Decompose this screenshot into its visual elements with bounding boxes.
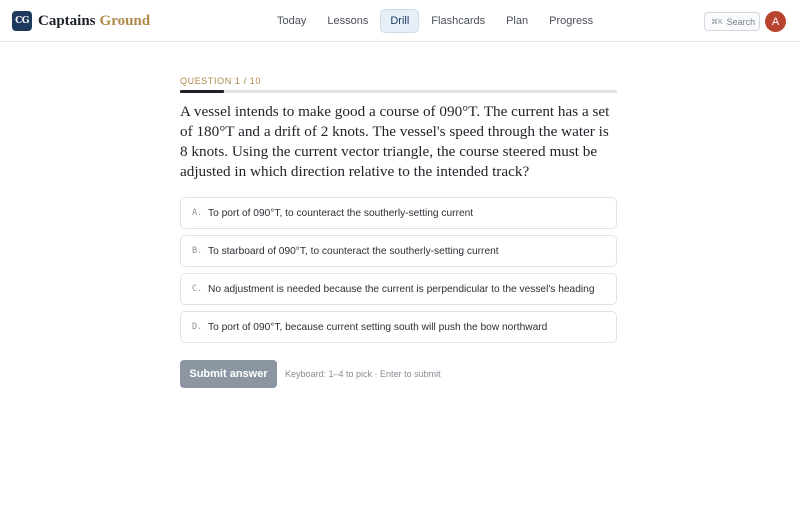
top-bar xyxy=(0,0,800,42)
progress-bar xyxy=(180,90,617,93)
main-nav xyxy=(268,9,605,33)
answer-option-d[interactable] xyxy=(180,311,617,343)
logo-mark[interactable]: CG xyxy=(12,11,32,31)
option-text: To port of 090°T, because current setting south will push the bow northward xyxy=(208,321,548,333)
nav-item-flashcards[interactable]: Flashcards xyxy=(431,15,486,27)
option-text: To starboard of 090°T, to counteract the southerly-setting current xyxy=(208,245,499,257)
answer-option-b[interactable] xyxy=(180,235,617,267)
keyboard-hint: Keyboard: 1–4 to pick · Enter to submit xyxy=(285,369,441,379)
nav-item-today[interactable]: Today xyxy=(277,15,307,27)
option-text: To port of 090°T, to counteract the southerly-setting current xyxy=(208,207,474,219)
option-letter: A. xyxy=(192,208,203,218)
answer-option-c[interactable] xyxy=(180,273,617,305)
submit-answer-button[interactable]: Submit answer xyxy=(180,360,277,388)
brand-name[interactable] xyxy=(38,12,150,30)
nav-item-progress[interactable]: Progress xyxy=(549,15,594,27)
search-shortcut: ⌘K xyxy=(711,18,723,26)
brand-name-part1: Captains xyxy=(38,13,96,29)
option-letter: D. xyxy=(192,322,203,332)
answer-options xyxy=(180,197,617,349)
search-button[interactable] xyxy=(704,12,760,31)
nav-item-drill[interactable]: Drill xyxy=(380,9,419,33)
progress-bar-fill xyxy=(180,90,224,93)
nav-item-lessons[interactable]: Lessons xyxy=(327,15,369,27)
question-text: A vessel intends to make good a course of 090°T. The current has a set of 180°T and a drift of 2 knots. The vessel's speed through the water is 8 knots. Using the current vector triangle, the course steered must be adjusted in which direction relative to the intended track? xyxy=(180,103,610,180)
avatar[interactable]: A xyxy=(765,11,786,32)
brand-name-part2: Ground xyxy=(99,13,151,29)
answer-option-a[interactable] xyxy=(180,197,617,229)
option-letter: B. xyxy=(192,246,203,256)
search-label: Search xyxy=(726,16,756,27)
question-counter: QUESTION 1 / 10 xyxy=(180,76,262,86)
nav-item-plan[interactable]: Plan xyxy=(506,15,529,27)
option-letter: C. xyxy=(192,284,203,294)
option-text: No adjustment is needed because the current is perpendicular to the vessel's heading xyxy=(208,283,595,295)
